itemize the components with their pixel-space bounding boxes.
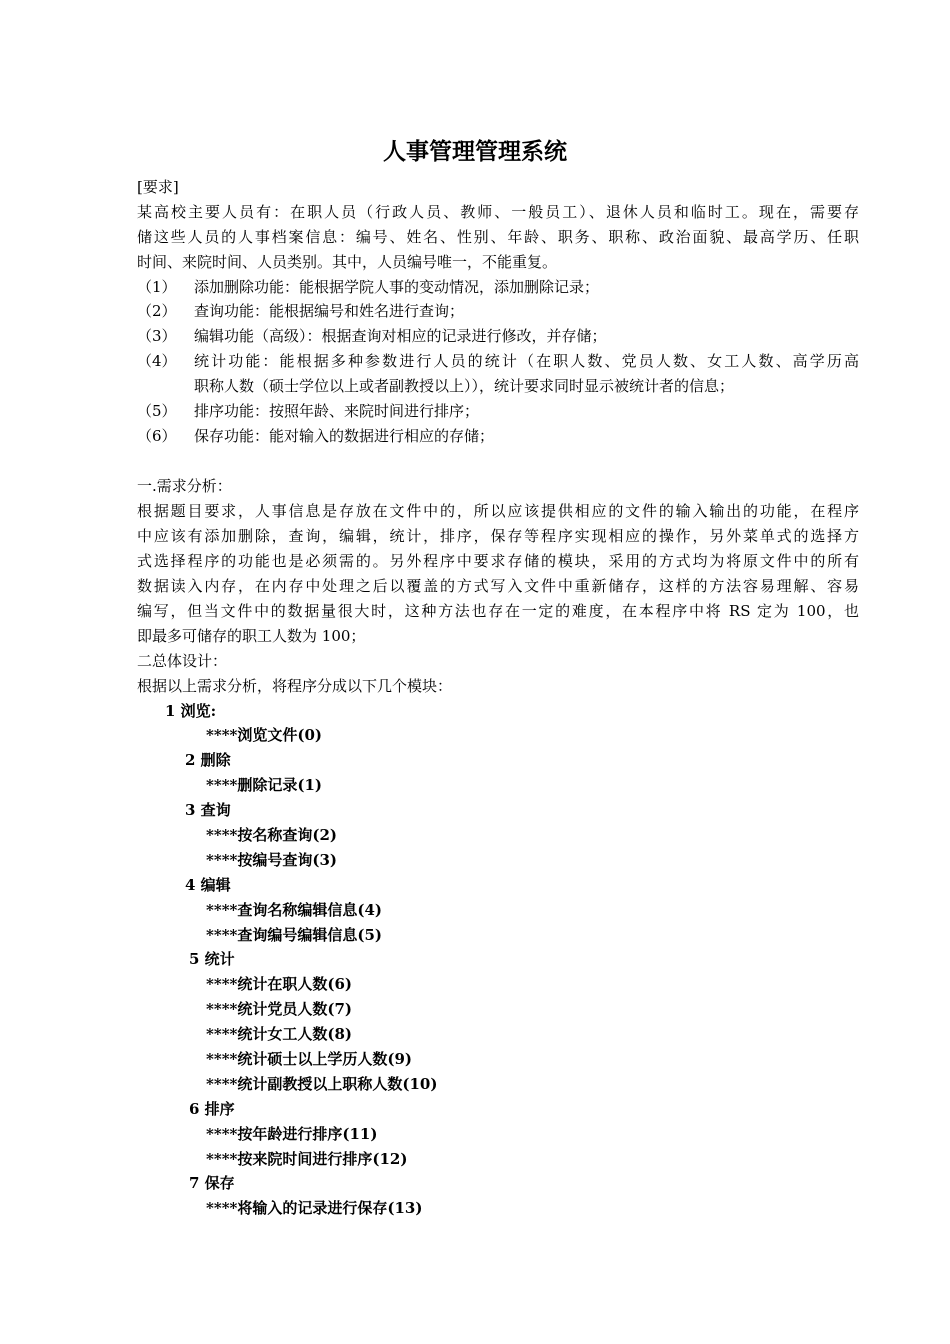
module-item: ****统计副教授以上职称人数(10) xyxy=(206,1075,438,1093)
module-item: ****删除记录(1) xyxy=(206,776,323,794)
requirement-number: （4） xyxy=(137,352,177,370)
requirement-intro-line: 时间、来院时间、人员类别。其中，人员编号唯一，不能重复。 xyxy=(137,253,558,271)
requirement-text: 保存功能：能对输入的数据进行相应的存储； xyxy=(194,427,495,445)
module-item: ****统计在职人数(6) xyxy=(206,975,353,993)
module-label: 7 保存 xyxy=(189,1174,235,1192)
requirement-text: 查询功能：能根据编号和姓名进行查询； xyxy=(194,302,465,320)
requirement-text-continued: 职称人数（硕士学位以上或者副教授以上）），统计要求同时显示被统计者的信息； xyxy=(194,377,735,395)
requirement-number: （3） xyxy=(137,327,177,345)
module-item: ****统计女工人数(8) xyxy=(206,1025,353,1043)
analysis-line: 数据读入内存，在内存中处理之后以覆盖的方式写入文件中重新储存，这样的方法容易理解、容易 xyxy=(137,577,859,595)
analysis-line: 中应该有添加删除，查询，编辑，统计，排序，保存等程序实现相应的操作，另外菜单式的选择方 xyxy=(137,527,859,545)
module-item: ****按名称查询(2) xyxy=(206,826,338,844)
analysis-line: 即最多可储存的职工人数为 100； xyxy=(137,627,366,645)
analysis-header: 一.需求分析： xyxy=(137,477,232,495)
module-label: 3 查询 xyxy=(185,801,231,819)
module-item: ****查询名称编辑信息(4) xyxy=(206,901,383,919)
requirement-text: 排序功能：按照年龄、来院时间进行排序； xyxy=(194,402,480,420)
requirement-number: （2） xyxy=(137,302,177,320)
requirement-text: 统计功能：能根据多种参数进行人员的统计（在职人数、党员人数、女工人数、高学历高 xyxy=(194,352,859,370)
design-header: 二总体设计： xyxy=(137,652,228,670)
module-label: 4 编辑 xyxy=(185,876,231,894)
module-item: ****按年龄进行排序(11) xyxy=(206,1125,378,1143)
module-item: ****按来院时间进行排序(12) xyxy=(206,1150,408,1168)
module-item: ****浏览文件(0) xyxy=(206,726,323,744)
analysis-line: 编写，但当文件中的数据量很大时，这种方法也存在一定的难度，在本程序中将 RS 定为 100，也 xyxy=(137,602,859,620)
module-label: 5 统计 xyxy=(189,950,235,968)
module-item: ****查询编号编辑信息(5) xyxy=(206,926,383,944)
design-intro: 根据以上需求分析，将程序分成以下几个模块： xyxy=(137,677,453,695)
requirement-number: （6） xyxy=(137,427,177,445)
document-title: 人事管理管理系统 xyxy=(383,139,567,165)
requirement-number: （1） xyxy=(137,278,177,296)
module-label: 1 浏览: xyxy=(165,702,217,720)
requirement-intro-line: 储这些人员的人事档案信息：编号、姓名、性别、年龄、职务、职称、政治面貌、最高学历、任职 xyxy=(137,228,859,246)
analysis-line: 式选择程序的功能也是必须需的。另外程序中要求存储的模块，采用的方式均为将原文件中的所有 xyxy=(137,552,859,570)
requirement-text: 编辑功能（高级）：根据查询对相应的记录进行修改，并存储； xyxy=(194,327,607,345)
requirement-header: [要求] xyxy=(137,178,179,196)
module-label: 2 删除 xyxy=(185,751,231,769)
module-item: ****将输入的记录进行保存(13) xyxy=(206,1199,423,1217)
module-label: 6 排序 xyxy=(189,1100,235,1118)
module-item: ****按编号查询(3) xyxy=(206,851,338,869)
analysis-line: 根据题目要求，人事信息是存放在文件中的，所以应该提供相应的文件的输入输出的功能，在程序 xyxy=(137,502,859,520)
requirement-intro-line: 某高校主要人员有：在职人员（行政人员、教师、一般员工）、退休人员和临时工。现在，需要存 xyxy=(137,203,859,221)
module-item: ****统计党员人数(7) xyxy=(206,1000,353,1018)
requirement-number: （5） xyxy=(137,402,177,420)
module-item: ****统计硕士以上学历人数(9) xyxy=(206,1050,413,1068)
requirement-text: 添加删除功能：能根据学院人事的变动情况，添加删除记录； xyxy=(194,278,600,296)
